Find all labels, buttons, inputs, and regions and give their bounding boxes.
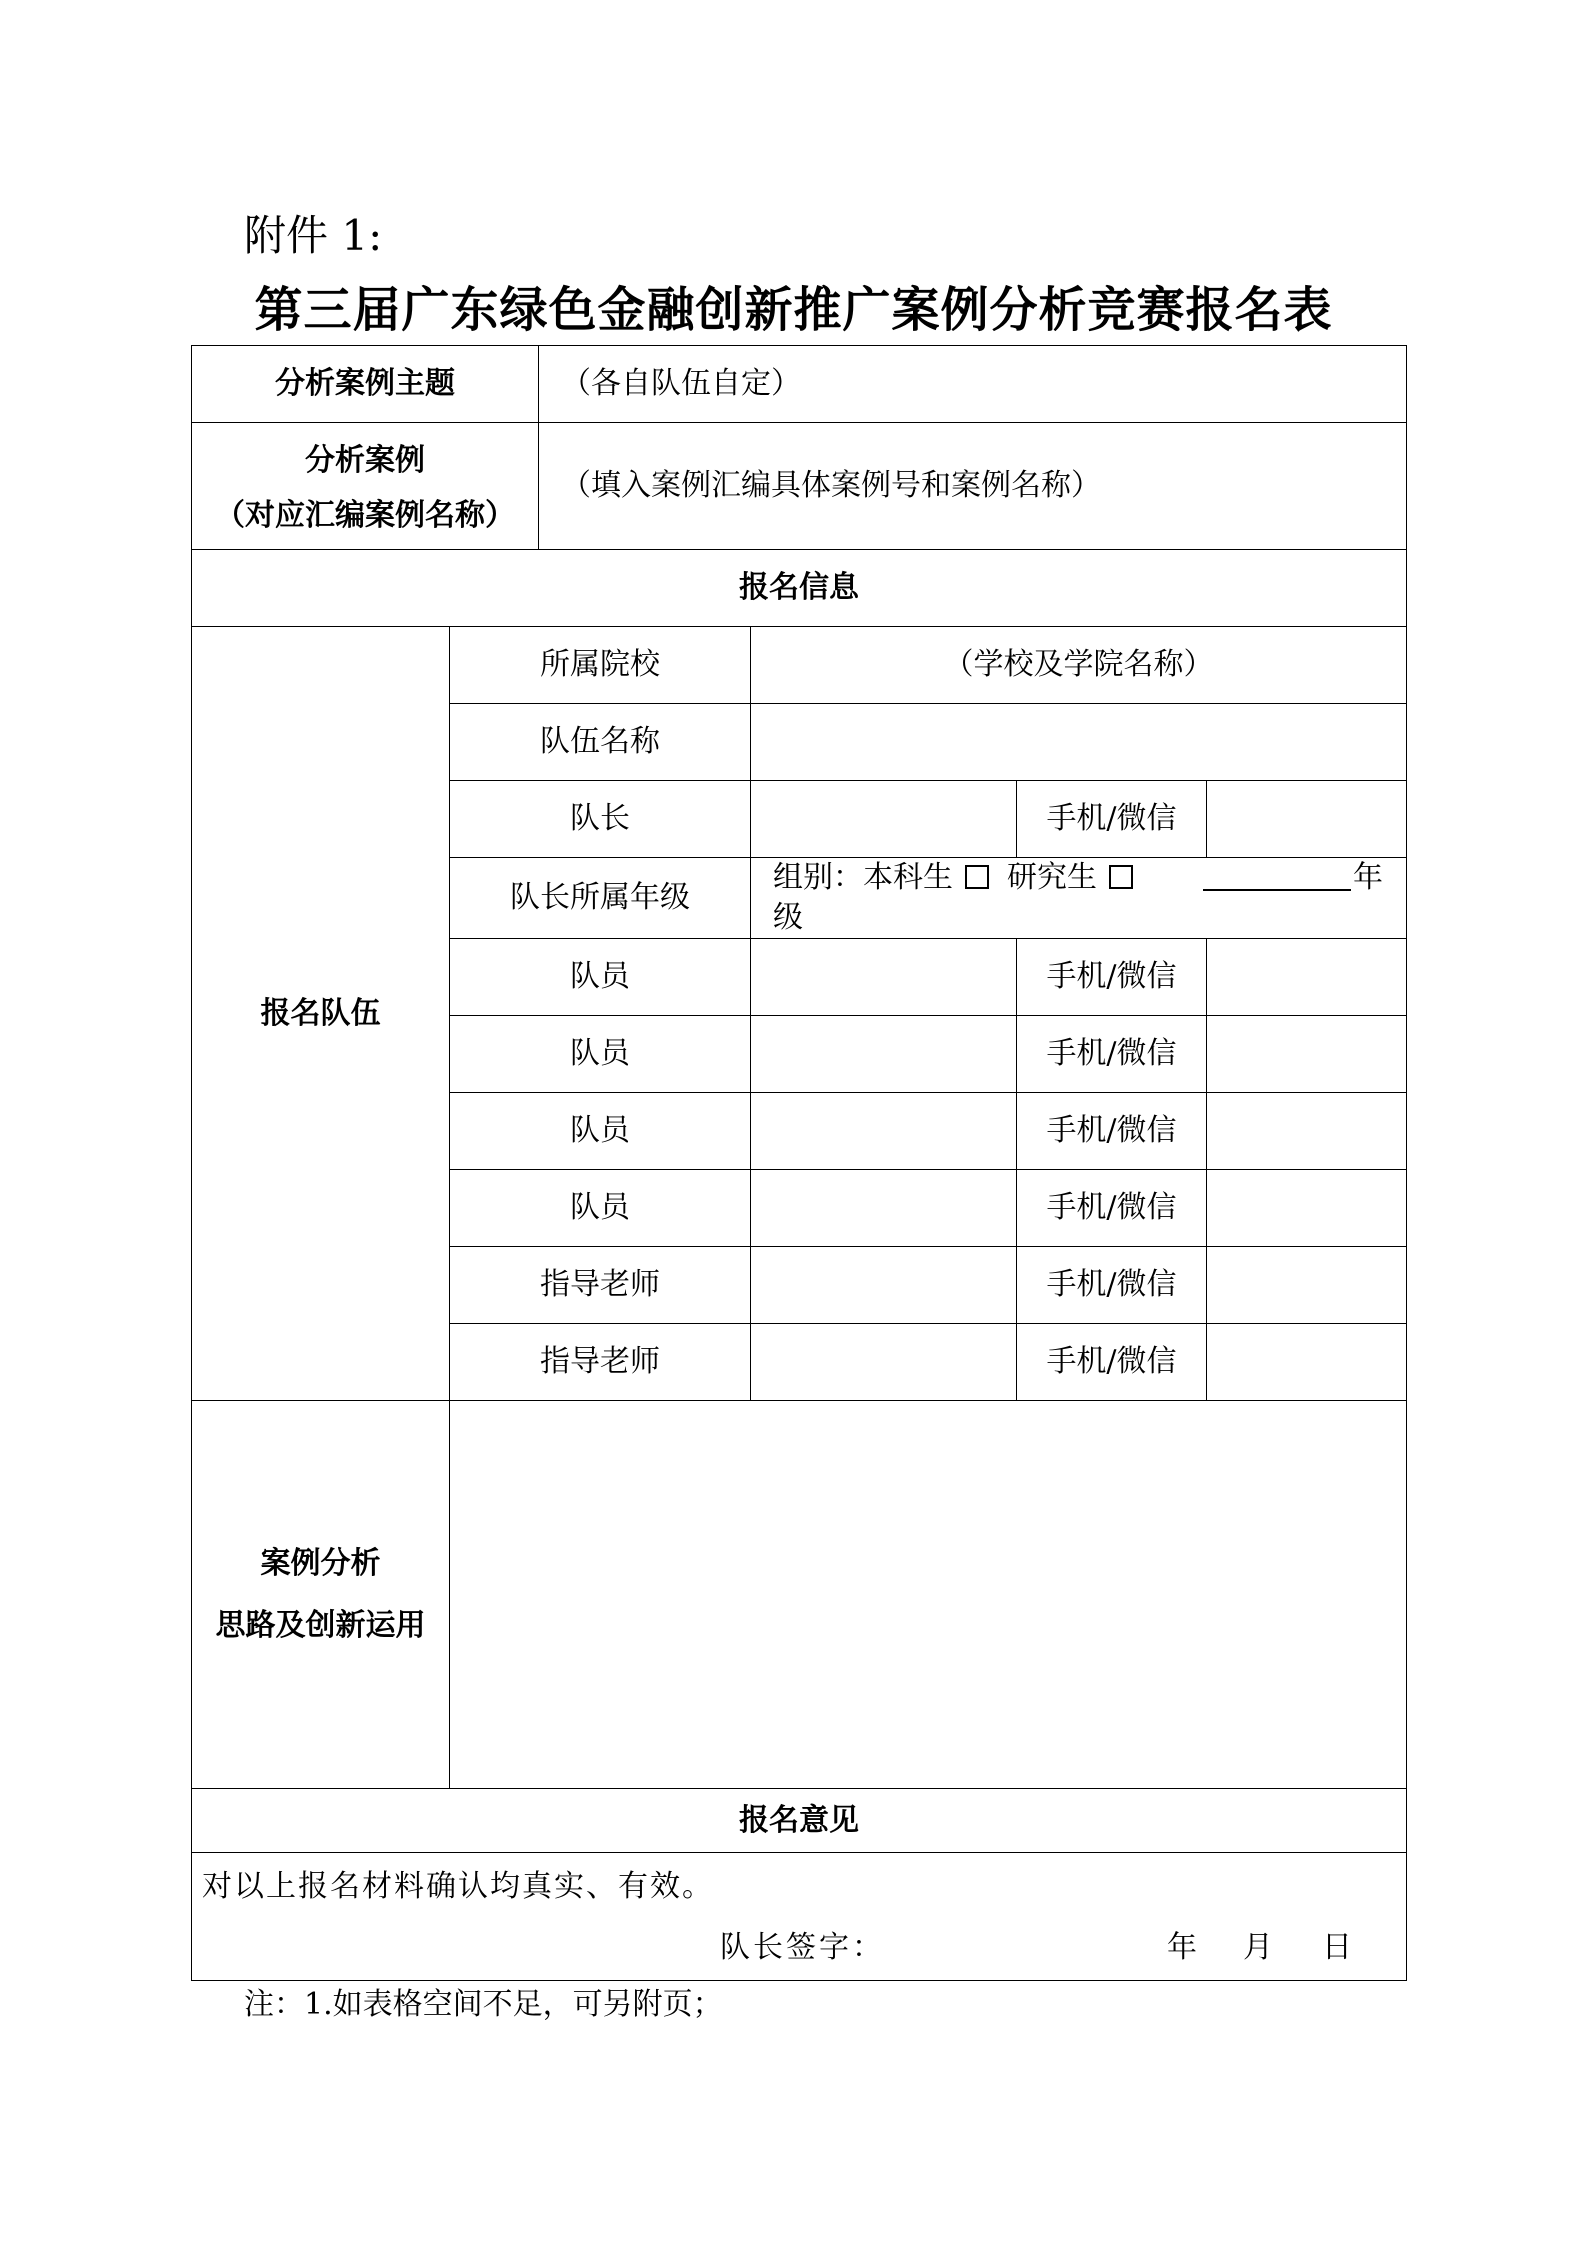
member-name-field[interactable] xyxy=(751,939,1017,1016)
date-year-label: 年 xyxy=(1167,1930,1197,1965)
analysis-field[interactable] xyxy=(450,1401,1407,1789)
captain-grade-field xyxy=(751,858,1407,939)
analysis-row xyxy=(192,1401,1407,1789)
topic-field[interactable]: （各自队伍自定） xyxy=(539,346,1407,423)
case-label xyxy=(192,423,539,550)
team-name-field[interactable] xyxy=(751,704,1407,781)
member-name-field[interactable] xyxy=(751,1016,1017,1093)
topic-row xyxy=(192,346,1407,423)
school-row xyxy=(192,627,1407,704)
member-name-field[interactable] xyxy=(751,1093,1017,1170)
opinion-heading-row xyxy=(192,1789,1407,1853)
graduate-checkbox[interactable] xyxy=(1109,865,1133,889)
member-contact-field[interactable] xyxy=(1207,1170,1407,1247)
advisor-name-field[interactable] xyxy=(751,1324,1017,1401)
undergraduate-checkbox[interactable] xyxy=(965,865,989,889)
date-month-label: 月 xyxy=(1243,1930,1273,1965)
advisor-contact-field[interactable] xyxy=(1207,1247,1407,1324)
case-field[interactable]: （填入案例汇编具体案例号和案例名称） xyxy=(539,423,1407,550)
analysis-label-line1: 案例分析 xyxy=(260,1545,381,1581)
member-label: 队员 xyxy=(450,1170,751,1247)
member-contact-field[interactable] xyxy=(1207,1093,1407,1170)
footnote: 注：1.如表格空间不足，可另附页； xyxy=(244,1987,723,2022)
member-name-field[interactable] xyxy=(751,1170,1017,1247)
opinion-heading: 报名意见 xyxy=(192,1789,1407,1853)
member-contact-label: 手机/微信 xyxy=(1017,1016,1207,1093)
school-field[interactable]: （学校及学院名称） xyxy=(751,627,1407,704)
advisor-label: 指导老师 xyxy=(450,1247,751,1324)
member-label: 队员 xyxy=(450,1093,751,1170)
registration-form-table xyxy=(191,345,1407,1981)
signature-label: 队长签字： xyxy=(720,1930,885,1965)
registration-info-heading: 报名信息 xyxy=(192,550,1407,627)
case-label-line2: （对应汇编案例名称） xyxy=(215,498,515,533)
case-label-line1: 分析案例 xyxy=(305,443,425,478)
member-label: 队员 xyxy=(450,939,751,1016)
member-contact-label: 手机/微信 xyxy=(1017,1170,1207,1247)
captain-contact-field[interactable] xyxy=(1207,781,1407,858)
member-contact-field[interactable] xyxy=(1207,939,1407,1016)
advisor-contact-label: 手机/微信 xyxy=(1017,1324,1207,1401)
team-name-label: 队伍名称 xyxy=(450,704,751,781)
captain-label: 队长 xyxy=(450,781,751,858)
member-contact-field[interactable] xyxy=(1207,1016,1407,1093)
case-row xyxy=(192,423,1407,550)
grade-input-line[interactable] xyxy=(1203,859,1351,891)
advisor-contact-field[interactable] xyxy=(1207,1324,1407,1401)
declaration-cell xyxy=(192,1853,1407,1981)
grade-suffix: 年级 xyxy=(773,860,1383,935)
advisor-name-field[interactable] xyxy=(751,1247,1017,1324)
team-section-label: 报名队伍 xyxy=(192,627,450,1401)
attachment-label: 附件 1: xyxy=(244,211,383,260)
group-undergraduate-label: 组别：本科生 xyxy=(773,860,953,895)
member-label: 队员 xyxy=(450,1016,751,1093)
captain-grade-label: 队长所属年级 xyxy=(450,858,751,939)
date-day-label: 日 xyxy=(1322,1930,1352,1965)
analysis-label-line2: 思路及创新运用 xyxy=(215,1607,426,1643)
analysis-label xyxy=(192,1401,450,1789)
document-title: 第三届广东绿色金融创新推广案例分析竞赛报名表 xyxy=(254,282,1333,338)
declaration-row xyxy=(192,1853,1407,1981)
school-label: 所属院校 xyxy=(450,627,751,704)
advisor-label: 指导老师 xyxy=(450,1324,751,1401)
member-contact-label: 手机/微信 xyxy=(1017,1093,1207,1170)
topic-label: 分析案例主题 xyxy=(192,346,539,423)
captain-contact-label: 手机/微信 xyxy=(1017,781,1207,858)
declaration-text: 对以上报名材料确认均真实、有效。 xyxy=(202,1869,714,1904)
registration-info-row xyxy=(192,550,1407,627)
captain-name-field[interactable] xyxy=(751,781,1017,858)
advisor-contact-label: 手机/微信 xyxy=(1017,1247,1207,1324)
member-contact-label: 手机/微信 xyxy=(1017,939,1207,1016)
group-graduate-label: 研究生 xyxy=(1007,860,1097,895)
